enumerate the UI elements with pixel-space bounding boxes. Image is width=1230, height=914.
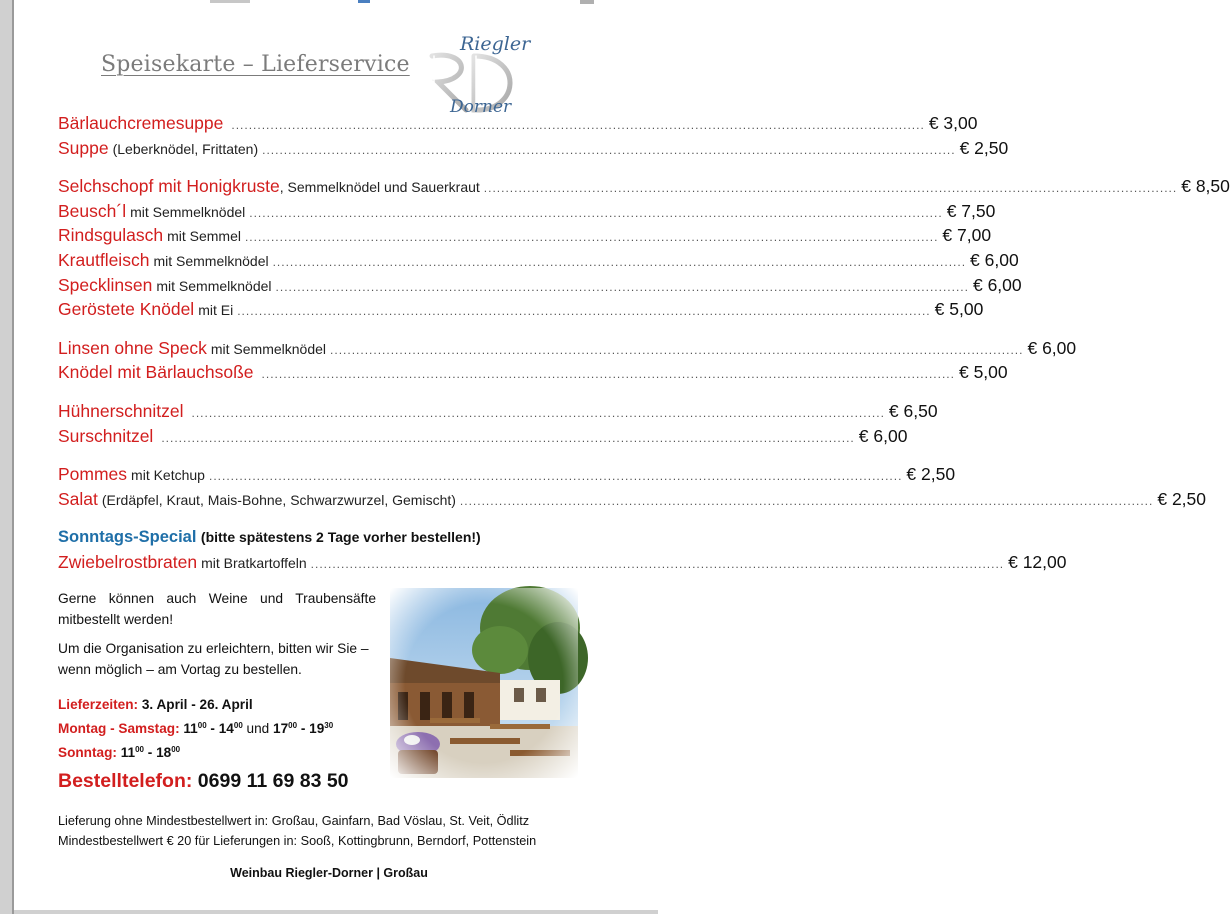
logo-text-bottom: Dorner: [450, 97, 512, 117]
menu-item: Salat (Erdäpfel, Kraut, Mais-Bohne, Schwarzwurzel, Gemischt) ................................................................................................................................................................ € 2,50: [58, 488, 1206, 509]
menu-item: Krautfleisch mit Semmelknödel ................................................................................................................................................................ € 6,00: [58, 249, 1019, 270]
footer-winery: Weinbau Riegler-Dorner | Großau: [230, 866, 428, 880]
delivery-line-free: Lieferung ohne Mindestbestellwert in: Großau, Gainfarn, Bad Vöslau, St. Veit, Ödlitz: [58, 814, 530, 828]
delivery-line-minimum: Mindestbestellwert € 20 für Lieferungen in: Sooß, Kottingbrunn, Berndorf, Pottenstein: [58, 834, 537, 848]
garden-photo: [390, 588, 578, 778]
phone-number: 0699 11 69 83 50: [197, 770, 349, 792]
menu-item: Specklinsen mit Semmelknödel ................................................................................................................................................................ € 6,00: [58, 274, 1022, 295]
menu-item: Pommes mit Ketchup ................................................................................................................................................................ € 2,50: [58, 464, 956, 485]
times-line-weekdays: Montag - Samstag: $11^{00} - 14^{00}$ und $17^{00} - 19^{30}$: [58, 721, 334, 736]
menu-item: Hühnerschnitzel ................................................................................................................................................................ € 6,50: [58, 400, 938, 421]
window-left-frame: [0, 0, 14, 914]
menu-item: Suppe (Leberknödel, Frittaten) ................................................................................................................................................................ € 2,50: [58, 137, 1009, 158]
menu-list: [58, 113, 1230, 513]
special-note: (bitte spätestens 2 Tage vorher bestellen!): [200, 529, 481, 545]
menu-item: Rindsgulasch mit Semmel ................................................................................................................................................................ € 7,00: [58, 225, 992, 246]
delivery-times: [58, 694, 333, 763]
menu-item: Selchschopf mit Honigkruste , Semmelknödel und Sauerkraut ................................................................................................................................................................ € 8,50: [58, 176, 1230, 197]
menu-item: Beusch´l mit Semmelknödel ................................................................................................................................................................ € 7,50: [58, 200, 996, 221]
times-line-period: Lieferzeiten: 3. April - 26. April: [58, 697, 253, 712]
info-wine-note: Gerne können auch Weine und Traubensäfte mitbestellt werden!: [58, 591, 376, 627]
phone-label: Bestelltelefon:: [58, 770, 193, 792]
window-top-strip: [14, 0, 658, 6]
times-line-sunday: Sonntag: $11^{00} - 18^{00}$: [58, 745, 181, 760]
menu-item: Bärlauchcremesuppe ................................................................................................................................................................ € 3,00: [58, 113, 978, 133]
order-phone: [58, 770, 349, 793]
menu-item: Knödel mit Bärlauchsoße ................................................................................................................................................................ € 5,00: [58, 362, 1008, 383]
special-heading: [58, 528, 481, 547]
special-title: Sonntags-Special: [58, 528, 197, 546]
special-item: Zwiebelrostbraten mit Bratkartoffeln ................................................................................................................................................................ € 12,00: [58, 552, 1067, 572]
menu-item: Linsen ohne Speck mit Semmelknödel ................................................................................................................................................................ € 6,00: [58, 337, 1077, 358]
riegler-dorner-logo: [404, 26, 540, 118]
logo-text-top: Riegler: [460, 33, 531, 55]
window-bottom-frame: [14, 910, 658, 914]
page-title: Speisekarte – Lieferservice: [101, 52, 410, 77]
menu-item: Surschnitzel ................................................................................................................................................................ € 6,00: [58, 425, 908, 446]
menu-item: Geröstete Knödel mit Ei ................................................................................................................................................................ € 5,00: [58, 299, 984, 320]
info-order-note: Um die Organisation zu erleichtern, bitten wir Sie – wenn möglich – am Vortag zu bestellen.: [58, 641, 369, 677]
delivery-areas: [58, 811, 536, 851]
